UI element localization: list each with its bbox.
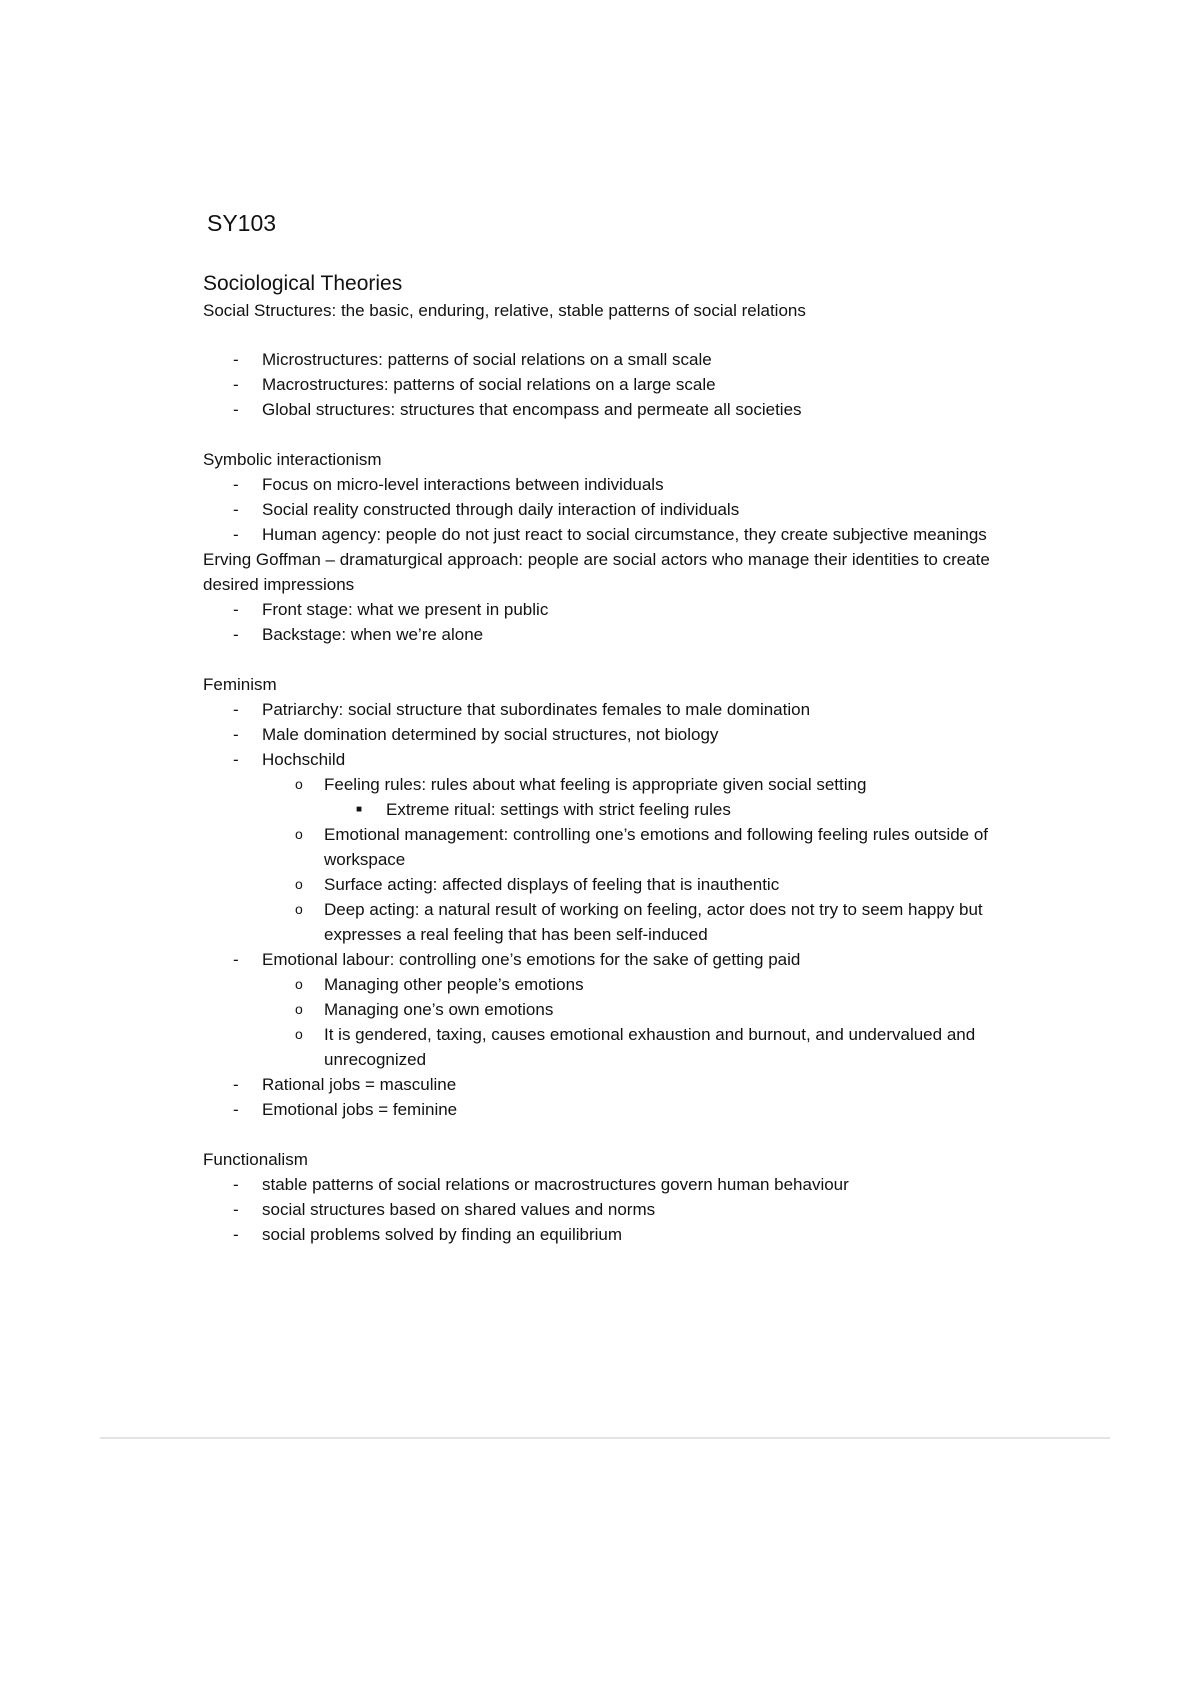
structures-list [203, 347, 1023, 422]
circle-bullet-icon: o [295, 776, 303, 792]
list-item: - Backstage: when we’re alone [203, 622, 1023, 647]
social-structures-definition: Social Structures: the basic, enduring, relative, stable patterns of social relations [203, 301, 806, 320]
list-item: - Human agency: people do not just react to social circumstance, they create subjective meanings [203, 522, 1023, 547]
feminism-heading: Feminism [203, 675, 277, 694]
functionalism-list [203, 1172, 1023, 1247]
circle-bullet-icon: o [295, 1026, 303, 1042]
dash-bullet-icon: - [233, 1225, 239, 1244]
dash-bullet-icon: - [233, 725, 239, 744]
list-item: - Front stage: what we present in public [203, 597, 1023, 622]
symbolic-list [203, 472, 1023, 547]
circle-bullet-icon: o [295, 876, 303, 892]
list-item: - Global structures: structures that encompass and permeate all societies [203, 397, 1023, 422]
page-divider [100, 1437, 1110, 1439]
dash-bullet-icon: - [233, 525, 239, 544]
list-item: - Macrostructures: patterns of social relations on a large scale [203, 372, 1023, 397]
list-item: - Focus on micro-level interactions between individuals [203, 472, 1023, 497]
list-item: - social problems solved by finding an equilibrium [203, 1222, 1023, 1247]
dash-bullet-icon: - [233, 1075, 239, 1094]
circle-bullet-icon: o [295, 901, 303, 917]
list-item: o Feeling rules: rules about what feeling is appropriate given social setting [203, 772, 1023, 797]
document-body [203, 208, 1023, 1247]
dash-bullet-icon: - [233, 950, 239, 969]
list-item: - Emotional jobs = feminine [203, 1097, 1023, 1122]
list-item: - stable patterns of social relations or macrostructures govern human behaviour [203, 1172, 1023, 1197]
goffman-paragraph: Erving Goffman – dramaturgical approach: people are social actors who manage their identities to create desired impressions [203, 550, 990, 594]
symbolic-interactionism-heading: Symbolic interactionism [203, 450, 382, 469]
dash-bullet-icon: - [233, 750, 239, 769]
dash-bullet-icon: - [233, 1200, 239, 1219]
list-item: o Managing other people’s emotions [203, 972, 1023, 997]
list-item: o Managing one’s own emotions [203, 997, 1023, 1022]
dash-bullet-icon: - [233, 625, 239, 644]
dash-bullet-icon: - [233, 475, 239, 494]
list-item: o Surface acting: affected displays of feeling that is inauthentic [203, 872, 1023, 897]
list-item: - Male domination determined by social structures, not biology [203, 722, 1023, 747]
page-heading: Sociological Theories [203, 272, 403, 295]
goffman-list [203, 597, 1023, 647]
list-item: o Deep acting: a natural result of working on feeling, actor does not try to seem happy but expresses a real feeling that has been self-induced [203, 897, 1023, 947]
course-code: SY103 [207, 210, 277, 236]
dash-bullet-icon: - [233, 1175, 239, 1194]
list-item: - Emotional labour: controlling one’s emotions for the sake of getting paid [203, 947, 1023, 972]
square-bullet-icon: ■ [356, 804, 363, 815]
dash-bullet-icon: - [233, 350, 239, 369]
dash-bullet-icon: - [233, 375, 239, 394]
dash-bullet-icon: - [233, 500, 239, 519]
dash-bullet-icon: - [233, 700, 239, 719]
list-item: o Emotional management: controlling one’s emotions and following feeling rules outside of workspace [203, 822, 1023, 872]
list-item: - Patriarchy: social structure that subordinates females to male domination [203, 697, 1023, 722]
feminism-list [203, 697, 1023, 1122]
list-item: - social structures based on shared values and norms [203, 1197, 1023, 1222]
list-item: - Hochschild [203, 747, 1023, 772]
dash-bullet-icon: - [233, 1100, 239, 1119]
circle-bullet-icon: o [295, 826, 303, 842]
list-item: o It is gendered, taxing, causes emotional exhaustion and burnout, and undervalued and unrecognized [203, 1022, 1023, 1072]
circle-bullet-icon: o [295, 1001, 303, 1017]
list-item: - Microstructures: patterns of social relations on a small scale [203, 347, 1023, 372]
dash-bullet-icon: - [233, 400, 239, 419]
dash-bullet-icon: - [233, 600, 239, 619]
list-item: - Social reality constructed through daily interaction of individuals [203, 497, 1023, 522]
circle-bullet-icon: o [295, 976, 303, 992]
list-item: - Rational jobs = masculine [203, 1072, 1023, 1097]
functionalism-heading: Functionalism [203, 1150, 308, 1169]
list-item: ■ Extreme ritual: settings with strict feeling rules [203, 797, 1023, 822]
